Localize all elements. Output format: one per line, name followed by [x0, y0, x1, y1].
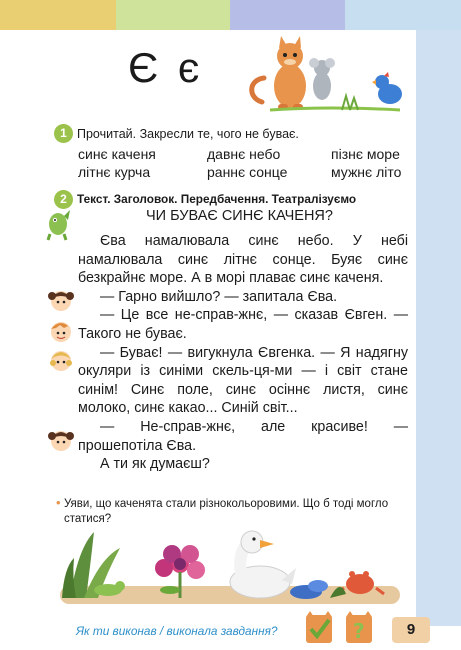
word-item: пізнє море: [331, 146, 400, 162]
white-duck-icon: [230, 531, 296, 598]
story-paragraph: Єва намалювала синє небо. У небі намалювала синє літнє сонце. Буяє синє безкрайнє море. А в морі плаває синє каченя.: [78, 233, 408, 287]
tab-yellow: [0, 0, 116, 30]
girl-eva-face-icon: [48, 287, 74, 313]
imagine-prompt: Уяви, що каченята стали різнокольоровими. Що б тоді могло статися?: [64, 498, 389, 525]
checkmark-cat-icon[interactable]: [302, 611, 336, 647]
cat-mouse-bird-illustration: [250, 40, 410, 112]
color-tabs: [0, 0, 461, 30]
word-item: синє каченя: [78, 146, 156, 162]
story-paragraph: — Буває! — вигукнула Євгенка. — Я надягну окуляри із синіми скель-ця-ми — і світ стане синім! Синє поле, синє осіннє листя, синє молоко, синє какао... Синій світ...: [78, 344, 408, 417]
story-paragraph: — Гарно вийшло? — запитала Єва.: [100, 288, 338, 305]
word-item: літнє курча: [78, 164, 151, 180]
tab-lightblue: [345, 0, 461, 30]
tab-green: [116, 0, 230, 30]
bullet-marker: •: [56, 495, 61, 510]
story-paragraph: — Це все не-справ-жнє, — сказав Євген. — Такого не буває.: [78, 307, 408, 342]
word-item: раннє сонце: [207, 164, 288, 180]
dragon-icon: [44, 206, 70, 240]
question-mark-cat-icon[interactable]: [342, 611, 376, 647]
self-assessment-question: Як ти виконав / виконала завдання?: [76, 624, 278, 638]
svg-text:?: ?: [353, 619, 365, 643]
task2-number-badge: 2: [54, 190, 73, 209]
duckling-garden-illustration: [60, 528, 410, 608]
story-title: ЧИ БУВАЄ СИНЄ КАЧЕНЯ?: [146, 208, 333, 224]
task2-heading: Текст. Заголовок. Передбачення. Театралізуємо: [77, 192, 357, 206]
girl-evgenka-face-icon: [48, 347, 74, 373]
page-number: 9: [392, 617, 430, 643]
story-paragraph: — Не-справ-жнє, але красиве! — прошепотіла Єва.: [78, 418, 408, 454]
word-item: давнє небо: [207, 146, 281, 162]
tab-blue: [230, 0, 345, 30]
word-item: мужнє літо: [331, 164, 402, 180]
side-band: [416, 30, 461, 626]
girl-eva-face-icon-2: [48, 427, 74, 453]
boy-evgen-face-icon: [48, 318, 74, 344]
story-paragraph: А ти як думаєш?: [100, 456, 210, 473]
lesson-letters: Є є: [128, 44, 204, 91]
task1-number-badge: 1: [54, 124, 73, 143]
story-text: [78, 232, 408, 474]
task1-instruction: Прочитай. Закресли те, чого не буває.: [77, 127, 299, 141]
